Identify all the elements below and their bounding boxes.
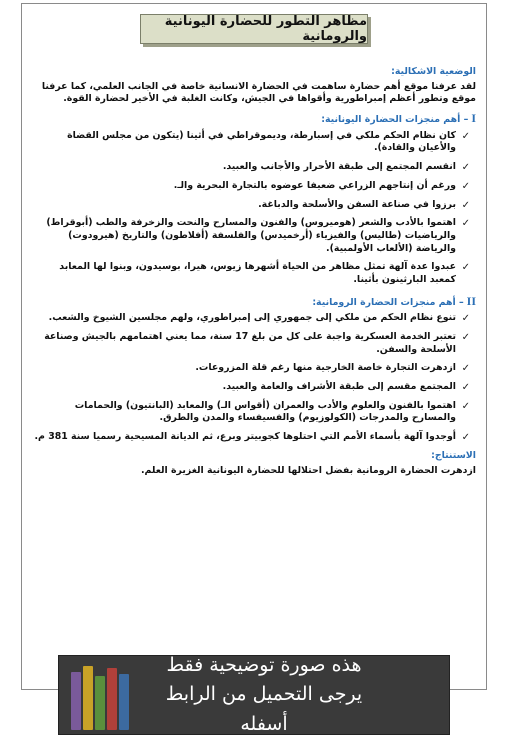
checkmark-icon: ✓ bbox=[461, 432, 470, 444]
section-1-heading bbox=[30, 110, 476, 127]
page-title bbox=[140, 14, 368, 44]
checkmark-icon: ✓ bbox=[461, 262, 470, 274]
intro-paragraph: لقد عرفنا موقع أهم حضارة ساهمت في الحضارة الانسانية خاصة في الجانب العلمي، كما عرفنا موقع وتطور أعظم إمبراطورية وأقواها في الجيش، وكانت الغلبة في الأخير لحضارة القوة. bbox=[41, 80, 476, 105]
section-2-number: II bbox=[466, 293, 476, 308]
list-item bbox=[30, 431, 470, 444]
list-item-text: المجتمع مقسم إلى طبقة الأشراف والعامة والعبيد. bbox=[222, 381, 456, 393]
list-item bbox=[30, 381, 470, 394]
checkmark-icon: ✓ bbox=[461, 400, 470, 412]
section-2-list bbox=[30, 312, 470, 444]
checkmark-icon: ✓ bbox=[461, 332, 470, 343]
book-spine bbox=[107, 668, 117, 730]
book-spine bbox=[83, 666, 93, 730]
book-spine bbox=[71, 672, 81, 730]
list-item-text: انقسم المجتمع إلى طبقة الأحرار والأجانب والعبيد. bbox=[222, 161, 456, 173]
list-item-text: ازدهرت التجارة خاصة الخارجية منها رغم قلة المزروعات. bbox=[195, 362, 456, 374]
list-item-text: أوجدوا آلهة بأسماء الأمم التي احتلوها كجوبيتر وبرع، ثم الديانة المسيحية رسميا سنة 381 م. bbox=[34, 431, 456, 443]
list-item-text: برزوا في صناعة السفن والأسلحة والدباغة. bbox=[258, 198, 456, 210]
list-item-text: اهتموا بالفنون والعلوم والأدب والعمران (أقواس الـ) والمعابد (البانتيون) والحمامات والمسارح والمدرجات (الكولوزيوم) والفسيفساء والمدن والطرق. bbox=[74, 399, 456, 424]
banner-text bbox=[141, 651, 387, 739]
list-item-text: ورغم أن إنتاجهم الزراعي ضعيفا عوضوه بالتجارة البحرية والـ. bbox=[173, 179, 456, 191]
checkmark-icon: ✓ bbox=[461, 180, 470, 192]
banner-line-2: يرجى التحميل من الرابط أسفله bbox=[165, 683, 363, 735]
conclusion-label: الاستنتاج: bbox=[431, 449, 476, 461]
list-item bbox=[30, 331, 470, 356]
section-1-title: – أهم منجزات الحضارة اليونانية: bbox=[321, 114, 469, 126]
preview-banner bbox=[58, 655, 450, 735]
list-item-text: كان نظام الحكم ملكي في إسبارطة، وديموقراطي في أثينا (يتكون من مجلس القضاة والأعيان والقادة). bbox=[67, 129, 456, 154]
list-item-text: تنوع نظام الحكم من ملكي إلى جمهوري إلى إمبراطوري، ولهم مجلسين الشيوخ والشعب. bbox=[48, 312, 456, 324]
banner-line-1: هذه صورة توضيحية فقط bbox=[166, 653, 362, 676]
section-1-list bbox=[30, 130, 470, 287]
list-item-text: عبدوا عدة آلهة تمثل مظاهر من الحياة أشهرها زيوس، هيرا، بوسيدون، وبنوا لها المعابد كمعبد البارثينون بأثينا. bbox=[59, 261, 456, 285]
section-2-title: – أهم منجزات الحضارة الرومانية: bbox=[312, 296, 464, 308]
intro-label: الوضعية الاشكالية: bbox=[391, 66, 476, 77]
checkmark-icon: ✓ bbox=[461, 218, 470, 230]
checkmark-icon: ✓ bbox=[461, 382, 470, 394]
list-item bbox=[30, 400, 470, 425]
list-item bbox=[30, 217, 470, 255]
books-icon bbox=[59, 656, 141, 734]
list-item bbox=[30, 362, 470, 375]
list-item bbox=[30, 199, 470, 212]
checkmark-icon: ✓ bbox=[461, 199, 470, 211]
list-item bbox=[30, 312, 470, 325]
page-title-text: مظاهر التطور للحضارة اليونانية والرومانية bbox=[164, 14, 367, 44]
book-spine bbox=[119, 674, 129, 730]
checkmark-icon: ✓ bbox=[461, 162, 470, 174]
list-item bbox=[30, 161, 470, 174]
checkmark-icon: ✓ bbox=[461, 130, 470, 142]
conclusion-paragraph: ازدهرت الحضارة الرومانية بفضل احتلالها للحضارة اليونانية الغزيرة العلم. bbox=[140, 464, 476, 476]
section-2-heading bbox=[30, 293, 476, 310]
list-item-text: تعتبر الخدمة العسكرية واجبة على كل من بلغ 17 سنة، مما يعني اهتمامهم بالجيش وصناعة الأسلحة والسفن. bbox=[44, 331, 456, 355]
list-item bbox=[30, 130, 470, 155]
section-1-number: I bbox=[471, 111, 476, 126]
list-item-text: اهتموا بالأدب والشعر (هوميروس) والفنون والمسارح والنحت والزخرفة والطب (أبوقراط) والرياضيات (طاليس) والفيزياء (أرخميدس) والفلسفة (أفلاطون) والتاريخ (هيرودوت) والرياضة (الألعاب الأولمبية). bbox=[46, 217, 456, 254]
book-spine bbox=[95, 676, 105, 730]
list-item bbox=[30, 180, 470, 193]
checkmark-icon: ✓ bbox=[461, 363, 470, 375]
list-item bbox=[30, 261, 470, 286]
checkmark-icon: ✓ bbox=[461, 313, 470, 325]
document-body bbox=[30, 64, 476, 481]
